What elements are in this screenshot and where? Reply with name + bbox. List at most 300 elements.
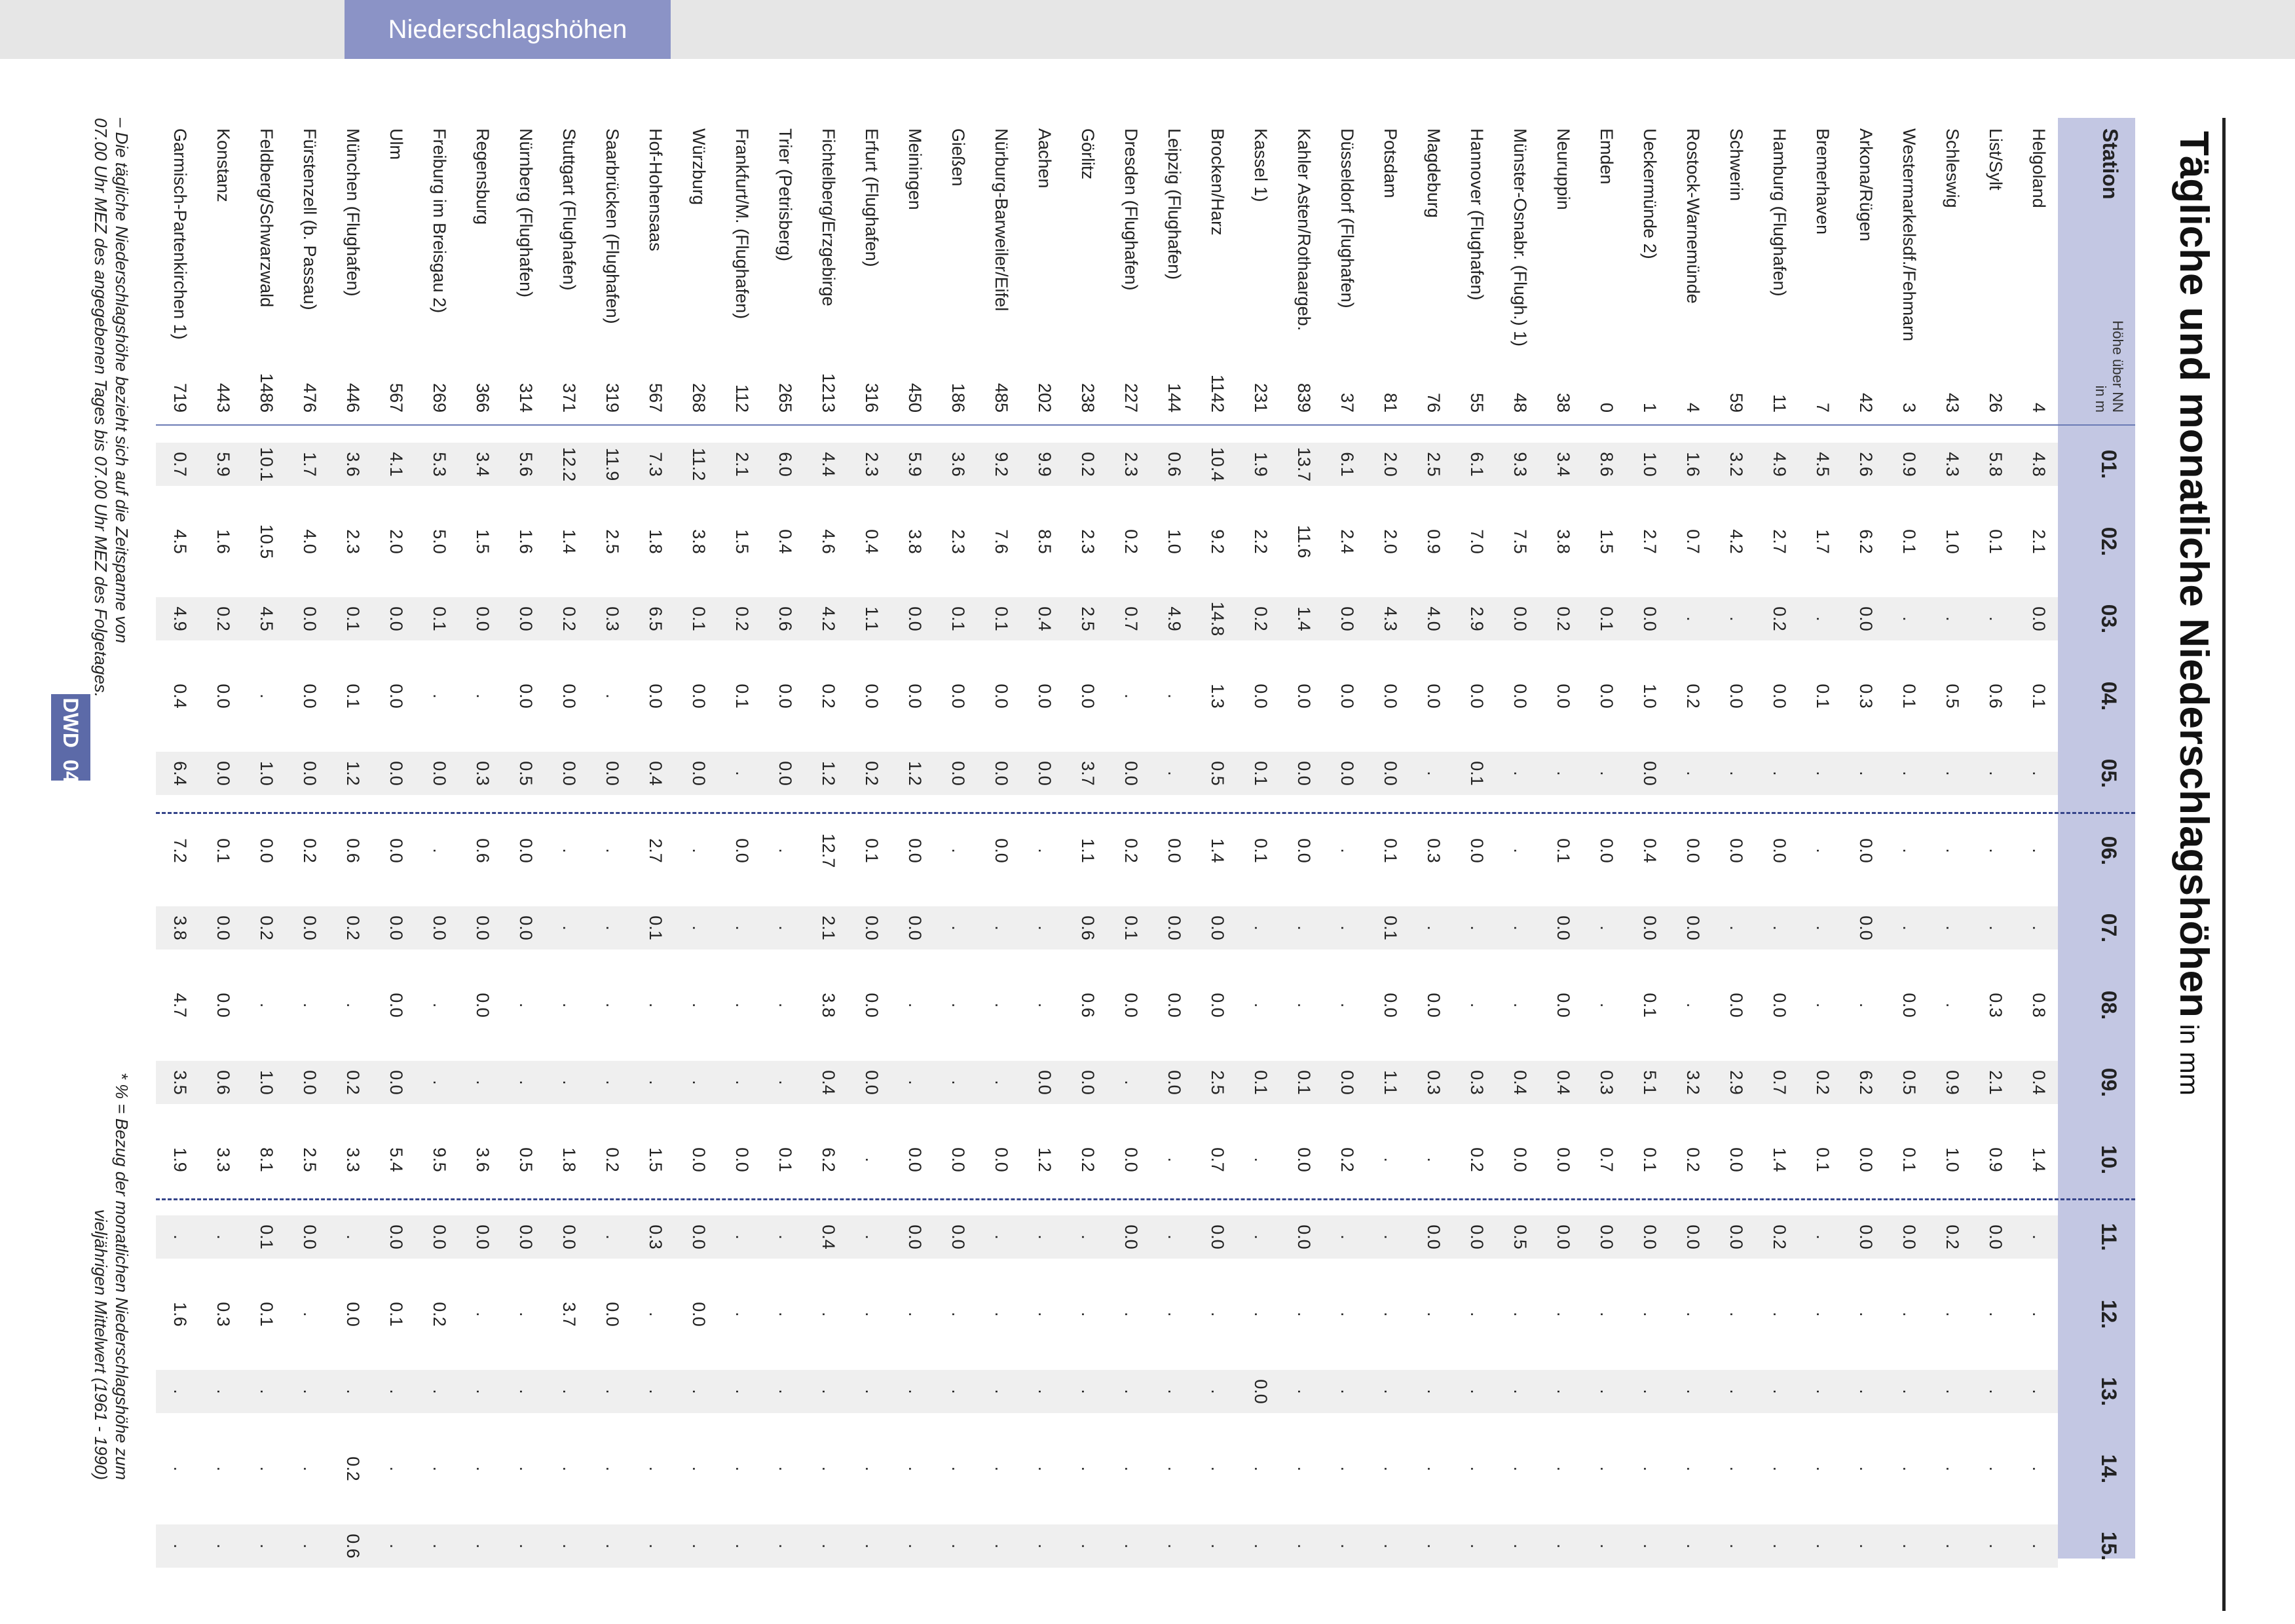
day-value: 1.2 <box>343 761 363 786</box>
day-value: 0.0 <box>386 1070 406 1095</box>
day-value: . <box>1337 848 1357 853</box>
day-value: 0.0 <box>386 915 406 940</box>
day-value: . <box>1337 1466 1357 1471</box>
day-value: . <box>300 1389 320 1394</box>
day-value: . <box>386 1466 406 1471</box>
day-value: . <box>1683 1003 1703 1008</box>
day-value: . <box>948 1543 968 1549</box>
day-value: 0.2 <box>732 606 752 631</box>
day-value: . <box>1035 1389 1054 1394</box>
day-value: . <box>775 925 795 931</box>
day-value: . <box>689 1389 709 1394</box>
day-value: 0.0 <box>1640 1225 1660 1249</box>
day-value: 0.0 <box>905 684 925 709</box>
station-name: Ulm <box>386 128 406 160</box>
day-value: . <box>732 925 752 931</box>
station-height: 11 <box>1770 394 1789 413</box>
day-value: . <box>1467 925 1487 931</box>
day-value: . <box>905 1080 925 1085</box>
day-value: 9.2 <box>992 452 1011 477</box>
day-value: 0.2 <box>1943 1225 1962 1249</box>
day-value: 0.0 <box>1337 761 1357 786</box>
day-value: 9.2 <box>1208 529 1227 554</box>
day-value: 0.0 <box>2029 606 2049 631</box>
day-value: . <box>1208 1466 1227 1471</box>
day-value: 0.0 <box>1165 993 1184 1018</box>
day-value: . <box>1251 1543 1271 1549</box>
day-value: 0.9 <box>1986 1147 2006 1172</box>
day-value: 1.4 <box>559 529 579 554</box>
header-day: 04. <box>2097 681 2121 711</box>
day-value: 9.9 <box>1035 452 1054 477</box>
day-value: 0.0 <box>386 684 406 709</box>
day-value: . <box>646 1080 665 1085</box>
day-value: 0.6 <box>1986 684 2006 709</box>
day-value: 0.1 <box>257 1302 276 1327</box>
day-value: . <box>1726 1389 1746 1394</box>
day-value: 0.0 <box>1683 1225 1703 1249</box>
day-value: 0.6 <box>343 838 363 863</box>
day-value: . <box>1726 616 1746 621</box>
station-name: Frankfurt/M. (Flughafen) <box>732 128 752 320</box>
day-value: . <box>473 1466 493 1471</box>
day-value: . <box>1813 1543 1833 1549</box>
day-value: 10.1 <box>257 447 276 482</box>
day-value: 1.1 <box>1381 1070 1400 1095</box>
day-value: 0.2 <box>1467 1147 1487 1172</box>
day-value: 0.0 <box>992 761 1011 786</box>
day-value: 0.0 <box>905 915 925 940</box>
station-name: Garmisch-Partenkirchen 1) <box>170 128 190 340</box>
day-value: . <box>775 1543 795 1549</box>
day-value: 0.9 <box>1943 1070 1962 1095</box>
station-name: Stuttgart (Flughafen) <box>559 128 579 291</box>
day-value: . <box>1726 771 1746 776</box>
day-value: 1.6 <box>516 529 536 554</box>
badge-org: DWD <box>59 697 83 748</box>
day-value: . <box>516 1003 536 1008</box>
table-row <box>1107 118 1150 1559</box>
day-value: . <box>214 1543 233 1549</box>
day-value: . <box>1121 1312 1141 1317</box>
table-row <box>372 118 415 1559</box>
day-value: . <box>1165 771 1184 776</box>
day-value: 0.0 <box>1899 1225 1919 1249</box>
day-value: 5.1 <box>1640 1070 1660 1095</box>
day-value: 2.3 <box>343 529 363 554</box>
station-name: Freiburg im Breisgau 2) <box>430 128 449 314</box>
day-value: 4.5 <box>257 606 276 631</box>
day-value: . <box>1813 1234 1833 1240</box>
day-value: 2.4 <box>1337 529 1357 554</box>
header-day: 03. <box>2097 604 2121 634</box>
day-value: . <box>1251 1157 1271 1162</box>
station-name: Kahler Asten/Rothaargeb. <box>1294 128 1314 331</box>
day-value: 0.2 <box>214 606 233 631</box>
day-value: . <box>1510 1389 1530 1394</box>
day-value: . <box>948 1312 968 1317</box>
day-value: . <box>992 1003 1011 1008</box>
day-value: 4.8 <box>2029 452 2049 477</box>
day-value: 1.5 <box>473 529 493 554</box>
day-value: . <box>603 848 622 853</box>
day-value: 0.0 <box>1554 915 1573 940</box>
day-value: 6.2 <box>819 1147 838 1172</box>
day-value: . <box>948 1466 968 1471</box>
day-value: . <box>257 1466 276 1471</box>
day-value: 0.1 <box>343 606 363 631</box>
day-value: 3.7 <box>559 1302 579 1327</box>
day-value: 13.7 <box>1294 447 1314 482</box>
day-value: . <box>1986 1543 2006 1549</box>
day-value: 0.3 <box>1424 838 1444 863</box>
day-value: 0.0 <box>1035 1070 1054 1095</box>
day-value: 0.0 <box>1121 761 1141 786</box>
table-row <box>2015 118 2058 1559</box>
station-height: 37 <box>1337 392 1357 413</box>
table-row <box>1582 118 1626 1559</box>
day-value: 1.8 <box>559 1147 579 1172</box>
day-value: 7.6 <box>992 529 1011 554</box>
station-height: 4 <box>2029 402 2049 413</box>
day-value: 9.5 <box>430 1147 449 1172</box>
day-value: . <box>905 1003 925 1008</box>
station-height: 38 <box>1554 392 1573 413</box>
day-value: . <box>1424 1543 1444 1549</box>
station-name: Meiningen <box>905 128 925 210</box>
day-value: . <box>559 848 579 853</box>
day-value: . <box>430 1080 449 1085</box>
day-value: . <box>1597 925 1616 931</box>
day-value: 0.0 <box>516 1225 536 1249</box>
day-value: 0.4 <box>1640 838 1660 863</box>
station-height: 1142 <box>1208 374 1227 413</box>
day-value: 1.8 <box>646 529 665 554</box>
day-value: 0.1 <box>214 838 233 863</box>
day-value: . <box>1381 1389 1400 1394</box>
day-value: 0.1 <box>1986 529 2006 554</box>
day-value: 0.0 <box>300 1225 320 1249</box>
day-value: . <box>1424 1157 1444 1162</box>
day-value: 0.4 <box>1510 1070 1530 1095</box>
day-value: 0.2 <box>1337 1147 1357 1172</box>
station-name: Helgoland <box>2029 128 2049 208</box>
day-value: 6.1 <box>1467 452 1487 477</box>
day-value: . <box>732 1003 752 1008</box>
day-value: 1.1 <box>862 606 882 631</box>
header-day: 14. <box>2097 1454 2121 1484</box>
day-value: 0.2 <box>1770 1225 1789 1249</box>
day-value: 0.0 <box>214 993 233 1018</box>
day-value: . <box>1337 1543 1357 1549</box>
day-value: . <box>473 693 493 699</box>
day-value: 12.7 <box>819 833 838 868</box>
day-value: 0.0 <box>1554 993 1573 1018</box>
day-value: . <box>1510 1312 1530 1317</box>
day-value: . <box>1035 925 1054 931</box>
station-height: 42 <box>1856 392 1876 413</box>
day-value: 2.1 <box>819 915 838 940</box>
day-value: . <box>1251 1234 1271 1240</box>
day-value: . <box>1467 1312 1487 1317</box>
station-name: Hannover (Flughafen) <box>1467 128 1487 301</box>
day-value: 0.0 <box>1510 1147 1530 1172</box>
day-value: . <box>430 693 449 699</box>
table-row <box>1626 118 1669 1559</box>
day-value: . <box>1943 1003 1962 1008</box>
day-value: 0.0 <box>689 1302 709 1327</box>
day-value: . <box>214 1234 233 1240</box>
section-tab[interactable]: Niederschlagshöhen <box>345 0 671 59</box>
day-value: 0.0 <box>1467 684 1487 709</box>
day-value: . <box>905 1466 925 1471</box>
day-value: 0.0 <box>1986 1225 2006 1249</box>
day-value: . <box>1597 1003 1616 1008</box>
day-value: 0.0 <box>1294 761 1314 786</box>
day-value: . <box>214 1389 233 1394</box>
day-value: 0.3 <box>1467 1070 1487 1095</box>
day-value: 0.0 <box>905 606 925 631</box>
day-value: 0.0 <box>1726 838 1746 863</box>
day-value: 2.0 <box>386 529 406 554</box>
rotated-sheet <box>72 118 2220 1624</box>
day-value: 4.1 <box>386 452 406 477</box>
day-value: . <box>1726 1466 1746 1471</box>
day-value: . <box>430 1003 449 1008</box>
station-name: List/Sylt <box>1986 128 2006 191</box>
day-value: . <box>1597 1466 1616 1471</box>
day-value: . <box>1813 1466 1833 1471</box>
day-value: 2.5 <box>1424 452 1444 477</box>
day-value: 0.0 <box>386 606 406 631</box>
day-value: 0.0 <box>646 684 665 709</box>
footnote-percent: * % = Bezug der monatlichen Niederschlagshöhe zum vieljährigen Mittelwert (1961 - 1990) <box>91 1072 132 1480</box>
table-row <box>1366 118 1409 1559</box>
header-day: 12. <box>2097 1299 2121 1329</box>
table-row <box>631 118 675 1559</box>
day-value: 0.6 <box>1078 915 1098 940</box>
day-value: . <box>1294 1389 1314 1394</box>
day-value: . <box>300 1312 320 1317</box>
day-value: 0.0 <box>862 1070 882 1095</box>
station-height: 202 <box>1035 382 1054 413</box>
day-value: . <box>1251 1003 1271 1008</box>
page-number: 20 <box>59 662 83 686</box>
day-value: 1.0 <box>1640 452 1660 477</box>
day-value: 1.1 <box>1078 838 1098 863</box>
day-value: 0.0 <box>732 838 752 863</box>
station-name: Görlitz <box>1078 128 1098 180</box>
day-value: . <box>559 1080 579 1085</box>
title-unit: in mm <box>2174 1024 2203 1096</box>
station-name: Ueckermünde 2) <box>1640 128 1660 259</box>
day-value: . <box>1943 616 1962 621</box>
day-value: 0.2 <box>1121 529 1141 554</box>
day-value: 0.0 <box>1856 1225 1876 1249</box>
day-value: 4.2 <box>1726 529 1746 554</box>
height-column-divider <box>156 424 2135 426</box>
station-name: Nürburg-Barweiler/Eifel <box>992 128 1011 312</box>
day-value: 0.0 <box>516 684 536 709</box>
day-value: 4.9 <box>170 606 190 631</box>
day-value: . <box>516 1543 536 1549</box>
day-value: 0.2 <box>819 684 838 709</box>
table-row <box>977 118 1020 1559</box>
day-value: 0.2 <box>1683 684 1703 709</box>
day-value: 0.0 <box>1726 1225 1746 1249</box>
day-value: . <box>646 1543 665 1549</box>
day-value: . <box>862 1389 882 1394</box>
day-value: 0.0 <box>1294 1225 1314 1249</box>
day-value: . <box>1943 1466 1962 1471</box>
day-value: 0.0 <box>1726 684 1746 709</box>
day-value: 3.4 <box>1554 452 1573 477</box>
table-row <box>1928 118 1971 1559</box>
table-row <box>848 118 891 1559</box>
day-value: 0.0 <box>905 1225 925 1249</box>
day-value: . <box>516 1312 536 1317</box>
day-value: . <box>300 1003 320 1008</box>
day-value: 2.0 <box>1381 529 1400 554</box>
station-height: 59 <box>1726 392 1746 413</box>
day-value: 6.0 <box>775 452 795 477</box>
day-value: 0.3 <box>214 1302 233 1327</box>
day-value: 0.9 <box>1424 529 1444 554</box>
title-bar <box>2154 118 2226 1611</box>
day-value: 0.5 <box>1943 684 1962 709</box>
station-height: 269 <box>430 382 449 413</box>
day-value: 0.7 <box>1208 1147 1227 1172</box>
day-value: 0.5 <box>516 761 536 786</box>
day-value: 0.0 <box>1337 684 1357 709</box>
table-row <box>1193 118 1237 1559</box>
station-name: Kassel 1) <box>1251 128 1271 202</box>
day-value: 0.0 <box>386 993 406 1018</box>
day-value: 2.1 <box>732 452 752 477</box>
day-value: . <box>1813 616 1833 621</box>
day-value: 0.4 <box>862 529 882 554</box>
day-value: . <box>1035 1003 1054 1008</box>
station-name: Würzburg <box>689 128 709 206</box>
header-day: 15. <box>2097 1531 2121 1561</box>
day-value: . <box>343 1003 363 1008</box>
day-value: 3.2 <box>1683 1070 1703 1095</box>
day-value: 0.0 <box>948 1147 968 1172</box>
day-value: 0.1 <box>1251 838 1271 863</box>
day-value: 0.0 <box>1510 606 1530 631</box>
day-value: 0.0 <box>1294 684 1314 709</box>
day-value: 1.6 <box>170 1302 190 1327</box>
station-name: München (Flughafen) <box>343 128 363 297</box>
day-value: 0.1 <box>992 606 1011 631</box>
day-value: . <box>214 1466 233 1471</box>
day-value: 11.9 <box>603 447 622 481</box>
day-value: 4.3 <box>1381 606 1400 631</box>
day-value: 10.5 <box>257 524 276 559</box>
table-header <box>2058 118 2135 1559</box>
day-value: . <box>603 925 622 931</box>
day-value: 2.7 <box>1640 529 1660 554</box>
day-value: . <box>1165 1234 1184 1240</box>
day-value: 0.2 <box>300 838 320 863</box>
day-value: 0.0 <box>559 684 579 709</box>
day-value: 0.6 <box>775 606 795 631</box>
day-value: . <box>1121 1466 1141 1471</box>
day-value: 1.4 <box>2029 1147 2049 1172</box>
day-value: 0.0 <box>1856 1147 1876 1172</box>
day-value: 0.8 <box>2029 993 2049 1018</box>
station-name: Magdeburg <box>1424 128 1444 218</box>
day-value: . <box>257 1389 276 1394</box>
day-value: . <box>1467 1003 1487 1008</box>
day-value: 0.2 <box>1554 606 1573 631</box>
station-height: 567 <box>646 382 665 413</box>
day-value: 0.0 <box>1337 1070 1357 1095</box>
day-value: 0.0 <box>689 1147 709 1172</box>
day-value: 0.4 <box>2029 1070 2049 1095</box>
day-value: . <box>862 1312 882 1317</box>
day-value: . <box>1856 1543 1876 1549</box>
day-value: . <box>1165 693 1184 699</box>
day-value: . <box>1899 1466 1919 1471</box>
day-value: . <box>689 1543 709 1549</box>
day-value: 2.3 <box>1121 452 1141 477</box>
day-value: 0.5 <box>1208 761 1227 786</box>
day-value: . <box>2029 1312 2049 1317</box>
day-value: 0.6 <box>214 1070 233 1095</box>
day-value: . <box>646 1003 665 1008</box>
day-value: 0.0 <box>603 1302 622 1327</box>
day-value: . <box>862 1466 882 1471</box>
day-value: 0.1 <box>1899 684 1919 709</box>
day-value: 1.0 <box>1943 529 1962 554</box>
station-height: 48 <box>1510 392 1530 413</box>
day-value: . <box>689 1466 709 1471</box>
day-value: 0.0 <box>603 761 622 786</box>
day-value: 0.1 <box>1467 761 1487 786</box>
day-value: . <box>386 1543 406 1549</box>
day-value: 0.0 <box>1424 993 1444 1018</box>
day-value: 0.0 <box>1424 684 1444 709</box>
day-value: 0.0 <box>1467 838 1487 863</box>
day-value: 5.9 <box>905 452 925 477</box>
day-value: . <box>732 771 752 776</box>
day-value: . <box>386 1389 406 1394</box>
table-row <box>761 118 804 1559</box>
day-value: . <box>732 1543 752 1549</box>
header-day: 10. <box>2097 1145 2121 1175</box>
day-value: 0.0 <box>1381 761 1400 786</box>
day-value: . <box>1813 771 1833 776</box>
day-value: . <box>1035 1466 1054 1471</box>
badge-issue: 04/03 <box>59 759 83 813</box>
day-value: . <box>170 1234 190 1240</box>
station-height: 43 <box>1943 392 1962 413</box>
day-value: 8.5 <box>1035 529 1054 554</box>
day-value: 0.0 <box>516 838 536 863</box>
day-value: 0.3 <box>1986 993 2006 1018</box>
day-value: . <box>1510 771 1530 776</box>
day-value: 0.7 <box>1121 606 1141 631</box>
day-value: 0.0 <box>1856 606 1876 631</box>
day-value: . <box>1165 1543 1184 1549</box>
day-value: . <box>732 1080 752 1085</box>
table-row <box>1453 118 1496 1559</box>
day-value: 0.0 <box>1856 915 1876 940</box>
day-value: . <box>1424 925 1444 931</box>
day-value: 0.9 <box>1899 452 1919 477</box>
footnote-daily: – Die tägliche Niederschlagshöhe bezieht sich auf die Zeitspanne von 07.00 Uhr MEZ des angegebenen Tages bis 07.00 Uhr MEZ des Folgetages. <box>91 118 132 698</box>
